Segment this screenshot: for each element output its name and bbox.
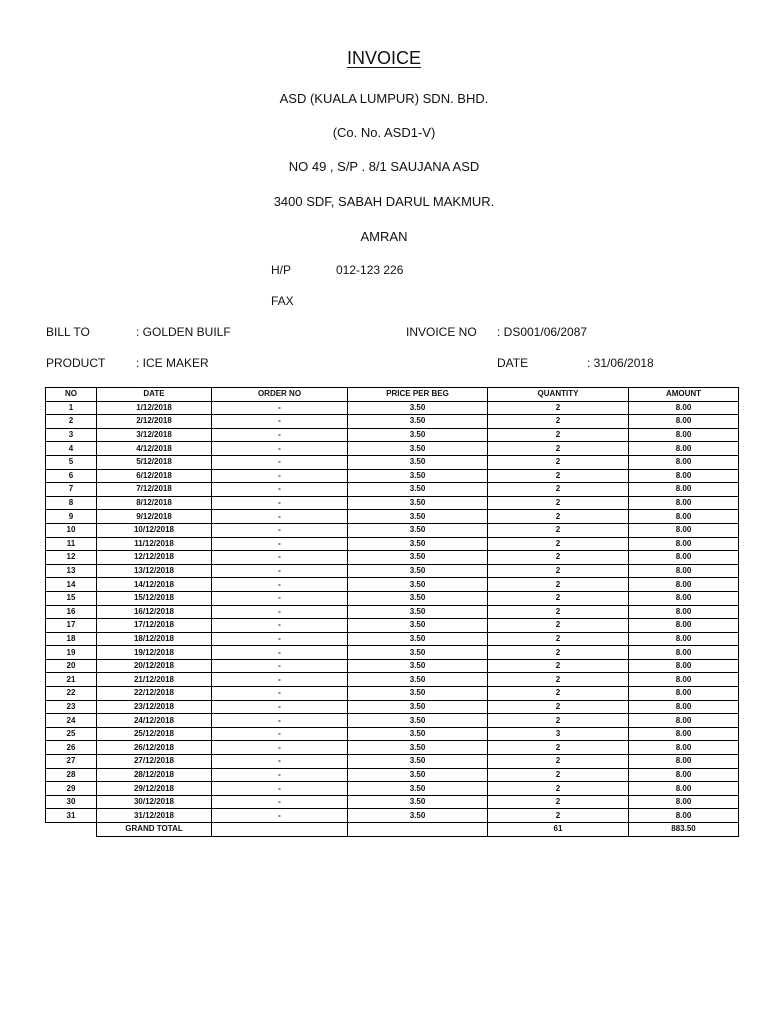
row-date: 19/12/2018 xyxy=(97,646,212,660)
row-no: 11 xyxy=(46,537,97,551)
row-no: 23 xyxy=(46,700,97,714)
row-amount: 8.00 xyxy=(629,483,739,497)
row-no: 29 xyxy=(46,782,97,796)
row-quantity: 2 xyxy=(488,632,629,646)
row-order-no: - xyxy=(212,727,348,741)
row-amount: 8.00 xyxy=(629,687,739,701)
date-label: DATE xyxy=(497,356,529,370)
row-price: 3.50 xyxy=(348,646,488,660)
row-date: 9/12/2018 xyxy=(97,510,212,524)
row-order-no: - xyxy=(212,551,348,565)
row-no: 7 xyxy=(46,483,97,497)
row-order-no: - xyxy=(212,428,348,442)
table-row xyxy=(46,455,739,469)
row-amount: 8.00 xyxy=(629,809,739,823)
row-price: 3.50 xyxy=(348,523,488,537)
row-no: 20 xyxy=(46,659,97,673)
row-order-no: - xyxy=(212,741,348,755)
row-no: 19 xyxy=(46,646,97,660)
row-date: 18/12/2018 xyxy=(97,632,212,646)
row-no: 31 xyxy=(46,809,97,823)
row-quantity: 2 xyxy=(488,551,629,565)
row-amount: 8.00 xyxy=(629,415,739,429)
row-amount: 8.00 xyxy=(629,632,739,646)
date-value: : 31/06/2018 xyxy=(587,356,654,370)
row-no: 1 xyxy=(46,401,97,415)
row-price: 3.50 xyxy=(348,755,488,769)
row-no: 14 xyxy=(46,578,97,592)
row-amount: 8.00 xyxy=(629,469,739,483)
table-row xyxy=(46,496,739,510)
row-price: 3.50 xyxy=(348,415,488,429)
row-date: 17/12/2018 xyxy=(97,619,212,633)
row-date: 10/12/2018 xyxy=(97,523,212,537)
invoice-title: INVOICE xyxy=(346,48,421,68)
row-amount: 8.00 xyxy=(629,782,739,796)
row-quantity: 2 xyxy=(488,496,629,510)
table-row xyxy=(46,619,739,633)
row-quantity: 2 xyxy=(488,755,629,769)
row-date: 23/12/2018 xyxy=(97,700,212,714)
row-order-no: - xyxy=(212,755,348,769)
row-price: 3.50 xyxy=(348,659,488,673)
table-row xyxy=(46,537,739,551)
row-date: 1/12/2018 xyxy=(97,401,212,415)
hp-value: 012-123 226 xyxy=(336,263,404,277)
row-price: 3.50 xyxy=(348,687,488,701)
table-header-row xyxy=(46,388,739,402)
row-no: 3 xyxy=(46,428,97,442)
row-price: 3.50 xyxy=(348,619,488,633)
row-amount: 8.00 xyxy=(629,442,739,456)
row-order-no: - xyxy=(212,659,348,673)
row-price: 3.50 xyxy=(348,578,488,592)
row-order-no: - xyxy=(212,455,348,469)
row-price: 3.50 xyxy=(348,605,488,619)
row-date: 29/12/2018 xyxy=(97,782,212,796)
table-row xyxy=(46,714,739,728)
row-order-no: - xyxy=(212,795,348,809)
contact-name: AMRAN xyxy=(360,229,408,244)
table-row xyxy=(46,591,739,605)
table-row xyxy=(46,700,739,714)
row-quantity: 2 xyxy=(488,687,629,701)
row-amount: 8.00 xyxy=(629,741,739,755)
row-price: 3.50 xyxy=(348,537,488,551)
row-no: 13 xyxy=(46,564,97,578)
row-date: 11/12/2018 xyxy=(97,537,212,551)
row-amount: 8.00 xyxy=(629,537,739,551)
grand-total-spacer xyxy=(46,823,97,837)
row-order-no: - xyxy=(212,809,348,823)
row-amount: 8.00 xyxy=(629,564,739,578)
row-no: 6 xyxy=(46,469,97,483)
row-price: 3.50 xyxy=(348,632,488,646)
row-price: 3.50 xyxy=(348,483,488,497)
table-row xyxy=(46,605,739,619)
company-number: (Co. No. ASD1-V) xyxy=(332,125,436,140)
grand-total-quantity: 61 xyxy=(488,823,629,837)
row-no: 27 xyxy=(46,755,97,769)
row-order-no: - xyxy=(212,591,348,605)
grand-total-order-no xyxy=(212,823,348,837)
table-row xyxy=(46,442,739,456)
table-row xyxy=(46,578,739,592)
grand-total-amount: 883.50 xyxy=(629,823,739,837)
row-price: 3.50 xyxy=(348,700,488,714)
row-date: 13/12/2018 xyxy=(97,564,212,578)
row-quantity: 2 xyxy=(488,782,629,796)
row-amount: 8.00 xyxy=(629,551,739,565)
row-quantity: 2 xyxy=(488,578,629,592)
row-price: 3.50 xyxy=(348,741,488,755)
column-header-price-per-beg: PRICE PER BEG xyxy=(348,388,488,402)
row-amount: 8.00 xyxy=(629,659,739,673)
table-row xyxy=(46,551,739,565)
table-row xyxy=(46,768,739,782)
row-order-no: - xyxy=(212,578,348,592)
row-date: 31/12/2018 xyxy=(97,809,212,823)
row-date: 28/12/2018 xyxy=(97,768,212,782)
row-quantity: 2 xyxy=(488,523,629,537)
column-header-amount: AMOUNT xyxy=(629,388,739,402)
row-price: 3.50 xyxy=(348,510,488,524)
row-no: 30 xyxy=(46,795,97,809)
row-order-no: - xyxy=(212,401,348,415)
row-quantity: 2 xyxy=(488,700,629,714)
row-quantity: 2 xyxy=(488,428,629,442)
row-amount: 8.00 xyxy=(629,727,739,741)
row-amount: 8.00 xyxy=(629,455,739,469)
column-header-date: DATE xyxy=(97,388,212,402)
row-date: 7/12/2018 xyxy=(97,483,212,497)
table-row xyxy=(46,673,739,687)
row-no: 25 xyxy=(46,727,97,741)
row-quantity: 2 xyxy=(488,673,629,687)
row-amount: 8.00 xyxy=(629,496,739,510)
table-row xyxy=(46,727,739,741)
row-quantity: 2 xyxy=(488,510,629,524)
row-order-no: - xyxy=(212,700,348,714)
table-row xyxy=(46,782,739,796)
row-quantity: 2 xyxy=(488,605,629,619)
row-date: 4/12/2018 xyxy=(97,442,212,456)
row-quantity: 2 xyxy=(488,483,629,497)
row-amount: 8.00 xyxy=(629,523,739,537)
row-price: 3.50 xyxy=(348,768,488,782)
row-quantity: 2 xyxy=(488,659,629,673)
row-order-no: - xyxy=(212,523,348,537)
row-date: 20/12/2018 xyxy=(97,659,212,673)
row-price: 3.50 xyxy=(348,727,488,741)
row-amount: 8.00 xyxy=(629,714,739,728)
grand-total-row xyxy=(46,823,739,837)
fax-label: FAX xyxy=(271,294,294,308)
row-date: 3/12/2018 xyxy=(97,428,212,442)
row-price: 3.50 xyxy=(348,496,488,510)
row-order-no: - xyxy=(212,483,348,497)
row-date: 25/12/2018 xyxy=(97,727,212,741)
row-order-no: - xyxy=(212,632,348,646)
row-quantity: 2 xyxy=(488,564,629,578)
company-name: ASD (KUALA LUMPUR) SDN. BHD. xyxy=(279,91,489,106)
table-row xyxy=(46,632,739,646)
row-date: 30/12/2018 xyxy=(97,795,212,809)
row-price: 3.50 xyxy=(348,809,488,823)
row-no: 26 xyxy=(46,741,97,755)
row-date: 22/12/2018 xyxy=(97,687,212,701)
row-no: 4 xyxy=(46,442,97,456)
row-no: 17 xyxy=(46,619,97,633)
row-price: 3.50 xyxy=(348,591,488,605)
table-row xyxy=(46,564,739,578)
table-body xyxy=(46,401,739,822)
invoice-no-value: : DS001/06/2087 xyxy=(497,325,588,339)
row-quantity: 2 xyxy=(488,591,629,605)
table-row xyxy=(46,755,739,769)
row-amount: 8.00 xyxy=(629,605,739,619)
row-quantity: 2 xyxy=(488,401,629,415)
row-no: 22 xyxy=(46,687,97,701)
address-line-1: NO 49 , S/P . 8/1 SAUJANA ASD xyxy=(288,159,480,174)
row-no: 21 xyxy=(46,673,97,687)
address-line-2: 3400 SDF, SABAH DARUL MAKMUR. xyxy=(273,194,495,209)
hp-label: H/P xyxy=(271,263,292,277)
row-amount: 8.00 xyxy=(629,700,739,714)
row-order-no: - xyxy=(212,619,348,633)
table-row xyxy=(46,809,739,823)
row-order-no: - xyxy=(212,714,348,728)
row-price: 3.50 xyxy=(348,469,488,483)
product-label: PRODUCT xyxy=(46,356,106,370)
row-amount: 8.00 xyxy=(629,510,739,524)
bill-to-value: : GOLDEN BUILF xyxy=(136,325,231,339)
row-date: 6/12/2018 xyxy=(97,469,212,483)
column-header-quantity: QUANTITY xyxy=(488,388,629,402)
bill-to-label: BILL TO xyxy=(46,325,90,339)
row-quantity: 2 xyxy=(488,442,629,456)
row-quantity: 2 xyxy=(488,537,629,551)
table-row xyxy=(46,428,739,442)
row-no: 2 xyxy=(46,415,97,429)
row-date: 8/12/2018 xyxy=(97,496,212,510)
grand-total-price xyxy=(348,823,488,837)
row-price: 3.50 xyxy=(348,442,488,456)
grand-total-label: GRAND TOTAL xyxy=(97,823,212,837)
row-order-no: - xyxy=(212,415,348,429)
row-order-no: - xyxy=(212,646,348,660)
row-quantity: 2 xyxy=(488,741,629,755)
row-no: 10 xyxy=(46,523,97,537)
table-row xyxy=(46,741,739,755)
row-price: 3.50 xyxy=(348,401,488,415)
row-no: 5 xyxy=(46,455,97,469)
table-row xyxy=(46,659,739,673)
table-row xyxy=(46,401,739,415)
row-amount: 8.00 xyxy=(629,795,739,809)
row-amount: 8.00 xyxy=(629,591,739,605)
row-amount: 8.00 xyxy=(629,768,739,782)
row-amount: 8.00 xyxy=(629,428,739,442)
row-order-no: - xyxy=(212,496,348,510)
row-no: 18 xyxy=(46,632,97,646)
row-no: 28 xyxy=(46,768,97,782)
row-date: 14/12/2018 xyxy=(97,578,212,592)
row-quantity: 2 xyxy=(488,415,629,429)
row-quantity: 3 xyxy=(488,727,629,741)
invoice-table xyxy=(45,387,739,837)
row-quantity: 2 xyxy=(488,768,629,782)
row-date: 27/12/2018 xyxy=(97,755,212,769)
row-quantity: 2 xyxy=(488,714,629,728)
row-order-no: - xyxy=(212,687,348,701)
product-value: : ICE MAKER xyxy=(136,356,209,370)
row-amount: 8.00 xyxy=(629,673,739,687)
row-date: 5/12/2018 xyxy=(97,455,212,469)
row-price: 3.50 xyxy=(348,551,488,565)
row-quantity: 2 xyxy=(488,619,629,633)
row-date: 2/12/2018 xyxy=(97,415,212,429)
row-no: 9 xyxy=(46,510,97,524)
row-no: 8 xyxy=(46,496,97,510)
row-price: 3.50 xyxy=(348,428,488,442)
row-no: 16 xyxy=(46,605,97,619)
table-row xyxy=(46,510,739,524)
table-row xyxy=(46,795,739,809)
row-date: 15/12/2018 xyxy=(97,591,212,605)
row-date: 26/12/2018 xyxy=(97,741,212,755)
table-row xyxy=(46,415,739,429)
row-no: 12 xyxy=(46,551,97,565)
row-amount: 8.00 xyxy=(629,401,739,415)
row-order-no: - xyxy=(212,782,348,796)
table-row xyxy=(46,646,739,660)
row-order-no: - xyxy=(212,510,348,524)
table-row xyxy=(46,523,739,537)
row-no: 15 xyxy=(46,591,97,605)
row-quantity: 2 xyxy=(488,795,629,809)
row-date: 12/12/2018 xyxy=(97,551,212,565)
row-date: 21/12/2018 xyxy=(97,673,212,687)
row-quantity: 2 xyxy=(488,469,629,483)
row-price: 3.50 xyxy=(348,564,488,578)
row-order-no: - xyxy=(212,564,348,578)
row-quantity: 2 xyxy=(488,455,629,469)
table-row xyxy=(46,469,739,483)
row-order-no: - xyxy=(212,469,348,483)
row-order-no: - xyxy=(212,442,348,456)
row-date: 24/12/2018 xyxy=(97,714,212,728)
row-amount: 8.00 xyxy=(629,646,739,660)
table-row xyxy=(46,483,739,497)
row-price: 3.50 xyxy=(348,782,488,796)
row-order-no: - xyxy=(212,605,348,619)
column-header-order-no: ORDER NO xyxy=(212,388,348,402)
row-order-no: - xyxy=(212,537,348,551)
row-amount: 8.00 xyxy=(629,755,739,769)
row-date: 16/12/2018 xyxy=(97,605,212,619)
row-price: 3.50 xyxy=(348,714,488,728)
table-row xyxy=(46,687,739,701)
row-amount: 8.00 xyxy=(629,619,739,633)
row-order-no: - xyxy=(212,673,348,687)
row-no: 24 xyxy=(46,714,97,728)
row-quantity: 2 xyxy=(488,646,629,660)
row-price: 3.50 xyxy=(348,673,488,687)
row-price: 3.50 xyxy=(348,795,488,809)
column-header-no: NO xyxy=(46,388,97,402)
row-amount: 8.00 xyxy=(629,578,739,592)
row-quantity: 2 xyxy=(488,809,629,823)
row-price: 3.50 xyxy=(348,455,488,469)
row-order-no: - xyxy=(212,768,348,782)
invoice-no-label: INVOICE NO xyxy=(406,325,477,339)
